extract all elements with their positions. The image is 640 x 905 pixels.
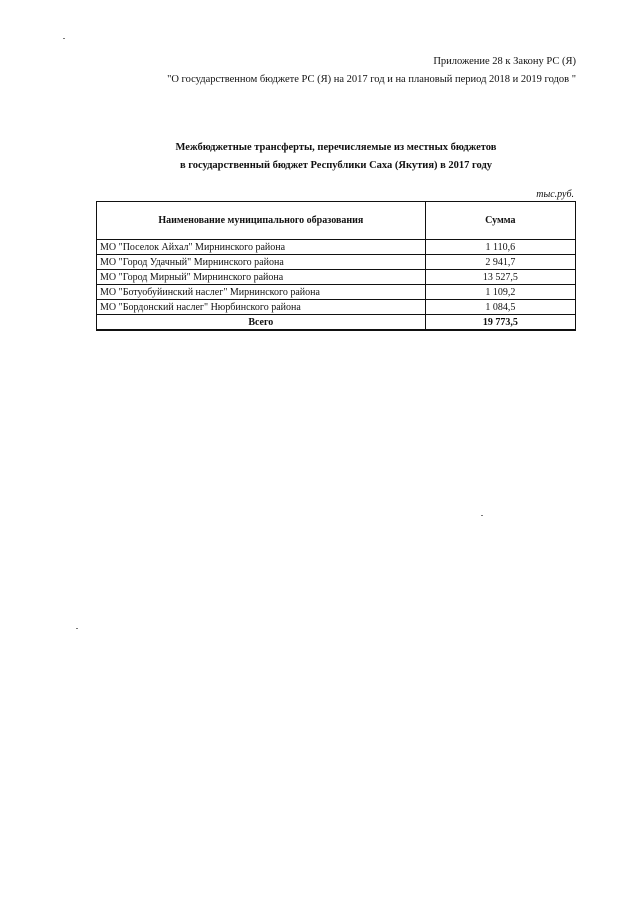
table-row xyxy=(97,270,576,285)
total-row xyxy=(97,315,576,331)
transfers-table xyxy=(96,201,576,331)
row-sum: 1 109,2 xyxy=(425,285,575,300)
row-name: МО "Ботуобуйинский наслег" Мирнинского района xyxy=(97,285,426,300)
row-name: МО "Поселок Айхал" Мирнинского района xyxy=(97,240,426,255)
table-row xyxy=(97,255,576,270)
annex-line-2: "О государственном бюджете РС (Я) на 2017 год и на плановый период 2018 и 2019 годов " xyxy=(167,74,576,85)
table-row xyxy=(97,285,576,300)
header-name: Наименование муниципального образования xyxy=(97,202,426,240)
table-row xyxy=(97,240,576,255)
title-line-1: Межбюджетные трансферты, перечисляемые из местных бюджетов xyxy=(175,142,497,153)
row-sum: 13 527,5 xyxy=(425,270,575,285)
row-sum: 1 084,5 xyxy=(425,300,575,315)
row-sum: 2 941,7 xyxy=(425,255,575,270)
table-row xyxy=(97,300,576,315)
row-name: МО "Город Мирный" Мирнинского района xyxy=(97,270,426,285)
table-header-row xyxy=(97,202,576,240)
row-sum: 1 110,6 xyxy=(425,240,575,255)
row-name: МО "Бордонский наслег" Нюрбинского района xyxy=(97,300,426,315)
units-label: тыс.руб. xyxy=(536,189,574,200)
row-name: МО "Город Удачный" Мирнинского района xyxy=(97,255,426,270)
scan-speck xyxy=(76,628,78,629)
annex-line-1: Приложение 28 к Закону РС (Я) xyxy=(433,56,576,67)
header-sum: Сумма xyxy=(425,202,575,240)
annex-header xyxy=(167,53,576,89)
document-title xyxy=(96,139,576,175)
total-label: Всего xyxy=(97,315,426,331)
title-line-2: в государственный бюджет Республики Саха (Якутия) в 2017 году xyxy=(179,160,493,171)
scan-speck xyxy=(63,38,65,39)
total-sum: 19 773,5 xyxy=(425,315,575,331)
scan-speck xyxy=(481,515,483,516)
